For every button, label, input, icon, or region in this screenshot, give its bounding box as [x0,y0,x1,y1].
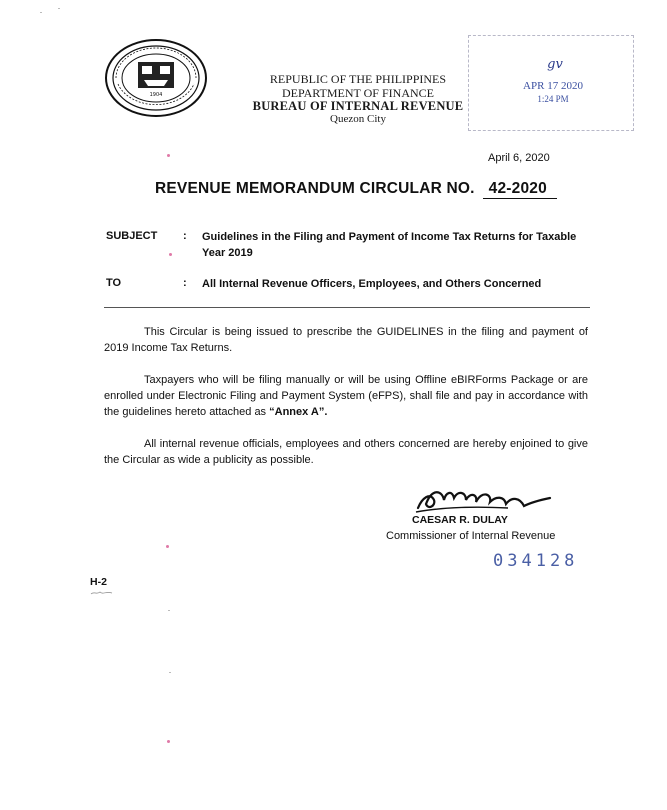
to-value: All Internal Revenue Officers, Employees, and Others Concerned [202,278,542,290]
stamp-initials: gv [547,57,563,72]
subject-line-1: Guidelines in the Filing and Payment of Income Tax Returns for Taxable [202,231,577,243]
header-republic: REPUBLIC OF THE PHILIPPINES [269,72,447,86]
scan-speck [58,8,60,9]
serial-number: 034128 [493,551,579,571]
scan-speck [169,672,171,673]
circular-number: 42-2020 [483,180,557,199]
annex-reference: “Annex A”. [269,406,328,418]
to-colon: : [183,277,187,289]
scan-speck [169,253,172,256]
signatory-name: CAESAR R. DULAY [412,514,508,526]
body-paragraph-2 [104,372,588,420]
svg-text:1904: 1904 [149,92,163,98]
scan-speck [167,740,170,743]
document-title [155,180,557,199]
header-divider [104,307,590,308]
document-date: April 6, 2020 [488,152,550,164]
scan-speck [168,610,170,611]
stamp-date: APR 17 2020 [523,80,583,92]
initials-mark-icon [90,590,114,596]
signatory-title: Commissioner of Internal Revenue [386,530,556,542]
para2-text: Taxpayers who will be filing manually or will be using Offline eBIRForms Package or are enrolled under Electronic Filing and Payment System (eFPS), shall file and pay in accordance with the guidelines hereto attached as [104,374,588,418]
scan-speck [166,545,169,548]
title-text: REVENUE MEMORANDUM CIRCULAR NO. [155,180,475,197]
body-paragraph-1: This Circular is being issued to prescribe the GUIDELINES in the filing and payment of 2019 Income Tax Returns. [104,326,588,354]
body-paragraph-3: All internal revenue officials, employees and others concerned are hereby enjoined to give the Circular as wide a publicity as possible. [104,438,588,466]
subject-label: SUBJECT [106,230,158,242]
bir-seal-icon [104,38,208,118]
subject-line-2: Year 2019 [202,247,253,259]
header-department: DEPARTMENT OF FINANCE [282,86,434,100]
scan-speck [40,12,42,13]
header-city: Quezon City [330,113,386,125]
to-label: TO [106,277,122,289]
signature-scribble-icon [408,478,558,518]
stamp-time: 1:24 PM [537,94,569,104]
subject-value [202,229,602,261]
document-code: H-2 [90,576,107,588]
header-bureau: BUREAU OF INTERNAL REVENUE [252,99,464,113]
subject-colon: : [183,230,187,242]
scan-speck [167,154,170,157]
